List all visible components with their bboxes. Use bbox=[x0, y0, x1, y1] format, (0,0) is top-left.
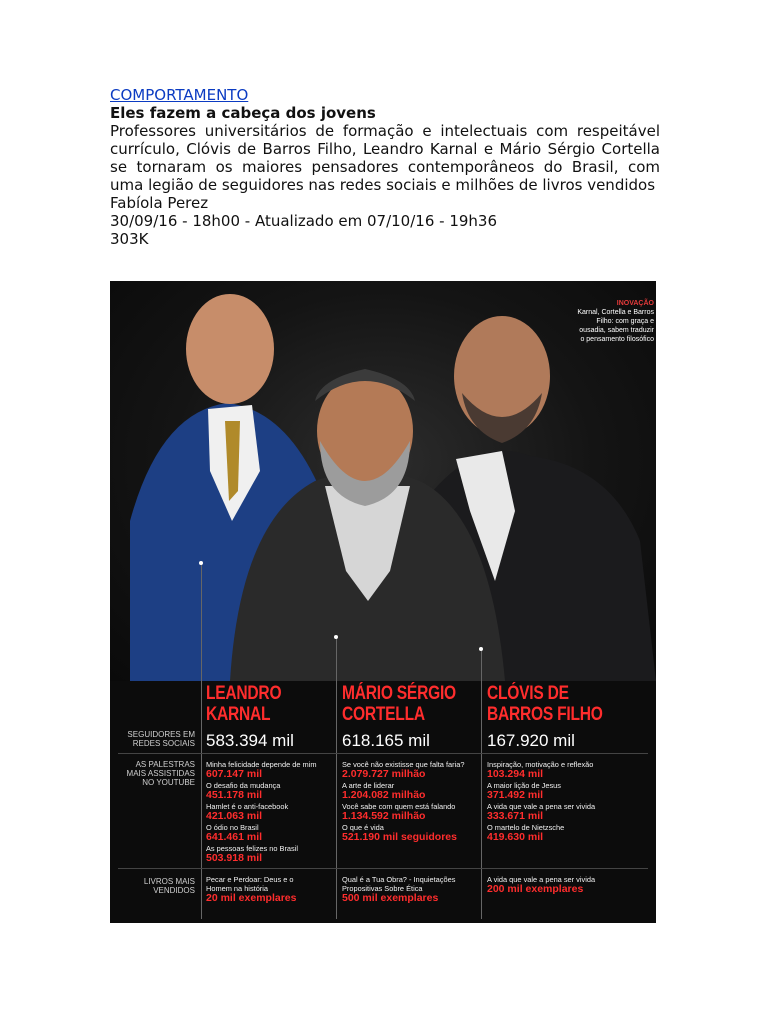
row-label-talks: AS PALESTRAS MAIS ASSISTIDAS NO YOUTUBE bbox=[126, 760, 195, 787]
book-karnal bbox=[206, 875, 316, 904]
article-header bbox=[110, 86, 660, 248]
talk-title: Se você não existisse que falta faria? bbox=[342, 760, 465, 769]
talk-views: 1.134.592 milhão bbox=[342, 810, 426, 822]
name-line: BARROS FILHO bbox=[487, 704, 603, 725]
talk-title: O martelo de Nietzsche bbox=[487, 823, 565, 832]
book-title: A vida que vale a pena ser vivida bbox=[487, 875, 596, 884]
name-line: CLÓVIS DE bbox=[487, 683, 569, 704]
dateline: 30/09/16 - 18h00 - Atualizado em 07/10/16 - 19h36 bbox=[110, 212, 497, 230]
talk-title: A arte de liderar bbox=[342, 781, 395, 790]
book-cortella bbox=[342, 875, 467, 904]
view-count: 303K bbox=[110, 230, 149, 248]
author: Fabíola Perez bbox=[110, 194, 209, 212]
divider-dot-1 bbox=[199, 561, 203, 565]
portrait-center bbox=[230, 369, 505, 681]
talk-views: 421.063 mil bbox=[206, 810, 263, 822]
talk-views: 451.178 mil bbox=[206, 789, 263, 801]
column-divider-2 bbox=[336, 637, 337, 919]
talks-barros-filho bbox=[487, 760, 627, 844]
caption-text: Karnal, Cortella e Barros Filho: com graça e ousadia, sabem traduzir o pensamento filosófico bbox=[577, 309, 654, 343]
lede: Professores universitários de formação e intelectuais com respeitável currículo, Clóvis de Barros Filho, Leandro Karnal e Mário Sérgio Cortella se tornaram os maiores pensadores contemporâneos do Brasil, com uma legião de seguidores nas redes sociais e milhões de livros vendidos bbox=[110, 122, 660, 194]
name-line: KARNAL bbox=[206, 704, 271, 725]
talk-title: Minha felicidade depende de mim bbox=[206, 760, 317, 769]
talk-views: 641.461 mil bbox=[206, 831, 263, 843]
row-label-books: LIVROS MAIS VENDIDOS bbox=[143, 877, 195, 895]
book-sales: 200 mil exemplares bbox=[487, 883, 584, 895]
name-karnal bbox=[206, 683, 281, 725]
talk-item bbox=[342, 823, 478, 843]
headline: Eles fazem a cabeça dos jovens bbox=[110, 104, 376, 122]
talk-title: O desafio da mudança bbox=[206, 781, 281, 790]
book-title: Pecar e Perdoar: Deus e o Homem na história bbox=[206, 875, 294, 893]
talk-title: Inspiração, motivação e reflexão bbox=[487, 760, 594, 769]
talk-views: 2.079.727 milhão bbox=[342, 768, 426, 780]
column-divider-3 bbox=[481, 649, 482, 919]
row-label-followers: SEGUIDORES EM REDES SOCIAIS bbox=[127, 730, 195, 748]
talk-views: 103.294 mil bbox=[487, 768, 544, 780]
talk-title: A vida que vale a pena ser vivida bbox=[487, 802, 596, 811]
talk-item bbox=[206, 844, 332, 864]
divider-dot-3 bbox=[479, 647, 483, 651]
talk-item bbox=[487, 802, 627, 822]
talk-title: Hamlet é o anti-facebook bbox=[206, 802, 289, 811]
caption-kicker: INOVAÇÃO bbox=[616, 300, 654, 307]
talk-views: 607.147 mil bbox=[206, 768, 263, 780]
talk-views: 503.918 mil bbox=[206, 852, 263, 864]
name-cortella bbox=[342, 683, 456, 725]
section-link[interactable]: COMPORTAMENTO bbox=[110, 86, 249, 104]
talk-title: O que é vida bbox=[342, 823, 384, 832]
followers-karnal: 583.394 mil bbox=[206, 731, 294, 750]
talk-views: 371.492 mil bbox=[487, 789, 544, 801]
talk-views: 419.630 mil bbox=[487, 831, 544, 843]
talks-karnal bbox=[206, 760, 332, 865]
name-line: LEANDRO bbox=[206, 683, 282, 704]
talk-item bbox=[206, 781, 332, 801]
name-barros-filho bbox=[487, 683, 603, 725]
book-sales: 500 mil exemplares bbox=[342, 892, 439, 904]
followers-barros-filho: 167.920 mil bbox=[487, 731, 575, 750]
photo-caption bbox=[574, 299, 654, 344]
talk-item bbox=[206, 823, 332, 843]
row-divider bbox=[118, 753, 648, 754]
talk-views: 1.204.082 milhão bbox=[342, 789, 426, 801]
talk-item bbox=[487, 781, 627, 801]
talk-views: 333.671 mil bbox=[487, 810, 544, 822]
column-divider-1 bbox=[201, 563, 202, 919]
talk-item bbox=[206, 802, 332, 822]
book-title: Qual é a Tua Obra? - Inquietações Propositivas Sobre Ética bbox=[342, 875, 456, 893]
row-divider bbox=[118, 868, 648, 869]
talk-title: Você sabe com quem está falando bbox=[342, 802, 456, 811]
talk-item bbox=[487, 760, 627, 780]
infographic bbox=[110, 281, 656, 923]
talk-views: 521.190 mil seguidores bbox=[342, 831, 457, 843]
talk-item bbox=[487, 823, 627, 843]
talk-item bbox=[342, 802, 478, 822]
book-sales: 20 mil exemplares bbox=[206, 892, 297, 904]
talks-cortella bbox=[342, 760, 478, 844]
talk-item bbox=[342, 760, 478, 780]
book-barros-filho bbox=[487, 875, 637, 895]
divider-dot-2 bbox=[334, 635, 338, 639]
talk-title: O ódio no Brasil bbox=[206, 823, 259, 832]
talk-item bbox=[342, 781, 478, 801]
talk-title: A maior lição de Jesus bbox=[487, 781, 561, 790]
name-line: MÁRIO SÉRGIO bbox=[342, 683, 456, 704]
talk-title: As pessoas felizes no Brasil bbox=[206, 844, 299, 853]
name-line: CORTELLA bbox=[342, 704, 425, 725]
talk-item bbox=[206, 760, 332, 780]
followers-cortella: 618.165 mil bbox=[342, 731, 430, 750]
